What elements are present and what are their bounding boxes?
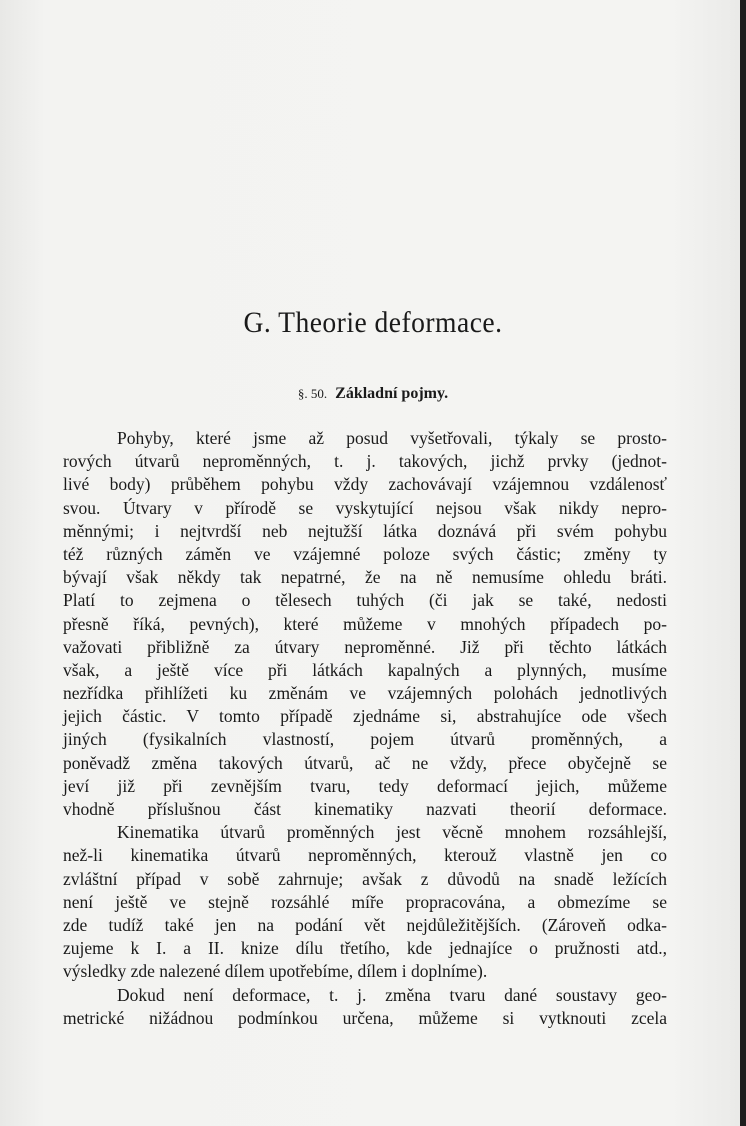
text-line: než-li kinematika útvarů neproměnných, kterouž vlastně jen co bbox=[63, 845, 667, 866]
text-line: poněvadž změna takových útvarů, ač ne vždy, přece obyčejně se bbox=[63, 752, 667, 773]
body-text bbox=[63, 427, 667, 1030]
text-line: však, a ještě více při látkách kapalných a plynných, musíme bbox=[63, 659, 667, 680]
text-line: svou. Útvary v přírodě se vyskytující nejsou však nikdy nepro- bbox=[63, 497, 667, 518]
text-line: též různých záměn ve vzájemné poloze svých částic; změny ty bbox=[63, 543, 667, 564]
text-line: metrické nižádnou podmínkou určena, můžeme si vytknouti zcela bbox=[63, 1007, 667, 1028]
chapter-title: G. Theorie deformace. bbox=[243, 306, 503, 339]
text-line: není ještě ve stejně rozsáhlé míře propracována, a obmezíme se bbox=[63, 891, 667, 912]
text-line: nezřídka přihlížeti ku změnám ve vzájemných polohách jednotlivých bbox=[63, 683, 667, 704]
text-line: bývají však někdy tak nepatrné, že na ně nemusíme ohledu bráti. bbox=[63, 567, 667, 588]
text-line: livé body) průběhem pohybu vždy zachovávají vzájemnou vzdálenosť bbox=[63, 474, 667, 495]
text-line: važovati přibližně za útvary neproměnné. Již při těchto látkách bbox=[63, 636, 667, 657]
text-line: zde tudíž také jen na podání vět nejdůležitějších. (Zároveň odka- bbox=[63, 914, 667, 935]
section-number: §. 50. bbox=[297, 386, 328, 401]
text-line: výsledky zde nalezené dílem upotřebíme, dílem i doplníme). bbox=[63, 961, 488, 982]
text-line: přesně říká, pevných), které můžeme v mnohých případech po- bbox=[63, 613, 667, 634]
text-line: rových útvarů neproměnných, t. j. takových, jichž prvky (jednot- bbox=[63, 451, 667, 472]
text-line: Pohyby, které jsme až posud vyšetřovali, týkaly se prosto- bbox=[117, 428, 667, 448]
text-line: měnnými; i nejtvrdší neb nejtužší látka doznává při svém pohybu bbox=[63, 520, 667, 541]
page-edge-shadow bbox=[740, 0, 746, 1126]
text-line: Kinematika útvarů proměnných jest věcně mnohem rozsáhlejší, bbox=[117, 822, 667, 843]
section-title: Základní pojmy. bbox=[335, 385, 449, 402]
text-line: jiných (fysikalních vlastností, pojem útvarů proměnných, a bbox=[63, 729, 667, 750]
text-line: zvláštní případ v sobě zahrnuje; avšak z důvodů na snadě ležících bbox=[63, 868, 667, 889]
text-line: Dokud není deformace, t. j. změna tvaru dané soustavy geo- bbox=[117, 984, 667, 1005]
text-line: Platí to zejmena o tělesech tuhých (či jak se také, nedosti bbox=[63, 590, 667, 611]
text-line: zujeme k I. a II. knize dílu třetího, kde jednajíce o pružnosti atd., bbox=[63, 938, 667, 959]
section-heading bbox=[0, 385, 746, 403]
text-line: jeví již při zevnějším tvaru, tedy deformací jejich, můžeme bbox=[63, 775, 667, 796]
text-line: jejich částic. V tomto případě zjednáme si, abstrahujíce ode všech bbox=[63, 706, 667, 727]
text-line: vhodně příslušnou část kinematiky nazvati theorií deformace. bbox=[63, 799, 667, 819]
